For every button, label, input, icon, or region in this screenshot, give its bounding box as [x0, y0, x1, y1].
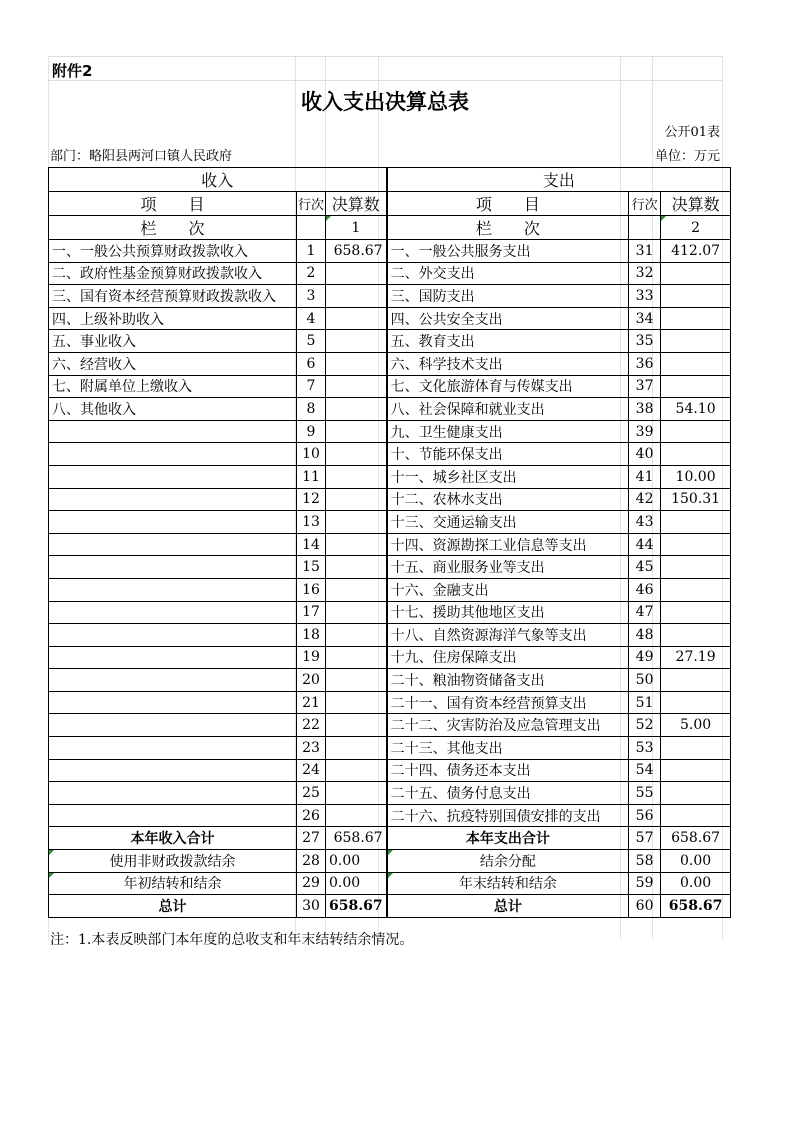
expense-summary-line: 59	[629, 872, 661, 895]
table-row	[49, 420, 731, 443]
table-row	[49, 285, 731, 308]
expense-amount-header: 决算数	[661, 192, 731, 216]
summary-row	[49, 872, 731, 895]
income-line-cell: 13	[297, 511, 326, 534]
expense-line-cell: 38	[629, 398, 661, 421]
expense-amount-cell	[661, 578, 731, 601]
table-row	[49, 737, 731, 760]
table-row	[49, 601, 731, 624]
income-section-header: 收入	[49, 168, 387, 192]
summary-row	[49, 850, 731, 873]
expense-summary-amount: 658.67	[661, 827, 731, 850]
income-item-cell: 六、经营收入	[49, 352, 297, 375]
expense-amount-cell	[661, 782, 731, 805]
income-line-cell: 7	[297, 375, 326, 398]
income-item-cell	[49, 533, 297, 556]
expense-summary-label: 年末结转和结余	[387, 872, 629, 895]
income-item-cell	[49, 782, 297, 805]
expense-amount-cell	[661, 262, 731, 285]
expense-line-cell: 37	[629, 375, 661, 398]
table-row	[49, 691, 731, 714]
expense-item-cell: 二十四、债务还本支出	[387, 759, 629, 782]
attachment-label: 附件2	[52, 62, 93, 80]
income-amount-cell	[326, 285, 387, 308]
income-line-cell: 6	[297, 352, 326, 375]
expense-item-cell: 二十五、债务付息支出	[387, 782, 629, 805]
table-row	[49, 330, 731, 353]
expense-amount-cell	[661, 804, 731, 827]
expense-summary-label: 本年支出合计	[387, 827, 629, 850]
income-summary-label: 使用非财政拨款结余	[49, 850, 297, 873]
summary-row	[49, 895, 731, 918]
expense-summary-amount: 0.00	[661, 850, 731, 873]
table-row	[49, 352, 731, 375]
income-item-cell	[49, 488, 297, 511]
expense-amount-cell: 54.10	[661, 398, 731, 421]
expense-item-cell: 二十三、其他支出	[387, 737, 629, 760]
income-item-header: 项 目	[49, 192, 297, 216]
expense-line-cell: 41	[629, 465, 661, 488]
income-item-cell	[49, 601, 297, 624]
expense-item-cell: 二十六、抗疫特别国债安排的支出	[387, 804, 629, 827]
income-summary-line: 29	[297, 872, 326, 895]
expense-amount-cell	[661, 601, 731, 624]
expense-item-cell: 一、一般公共服务支出	[387, 240, 629, 263]
income-line-cell: 9	[297, 420, 326, 443]
table-row	[49, 578, 731, 601]
expense-line-cell: 44	[629, 533, 661, 556]
expense-amount-cell	[661, 691, 731, 714]
income-amount-cell	[326, 330, 387, 353]
income-amount-header: 决算数	[326, 192, 387, 216]
expense-amount-cell	[661, 285, 731, 308]
expense-line-cell: 34	[629, 307, 661, 330]
column-number-row	[49, 216, 731, 240]
expense-amount-cell: 10.00	[661, 465, 731, 488]
expense-line-cell: 56	[629, 804, 661, 827]
income-line-cell: 19	[297, 646, 326, 669]
expense-line-cell: 53	[629, 737, 661, 760]
income-line-cell: 5	[297, 330, 326, 353]
income-line-cell: 20	[297, 669, 326, 692]
expense-line-cell: 46	[629, 578, 661, 601]
income-amount-cell	[326, 398, 387, 421]
expense-line-cell: 31	[629, 240, 661, 263]
expense-amount-cell: 412.07	[661, 240, 731, 263]
income-column-number: 1	[326, 216, 387, 240]
expense-amount-cell	[661, 443, 731, 466]
expense-amount-cell	[661, 669, 731, 692]
expense-item-cell: 九、卫生健康支出	[387, 420, 629, 443]
income-amount-cell	[326, 307, 387, 330]
expense-item-cell: 二十、粮油物资储备支出	[387, 669, 629, 692]
expense-item-cell: 四、公共安全支出	[387, 307, 629, 330]
expense-amount-cell: 27.19	[661, 646, 731, 669]
expense-item-cell: 五、教育支出	[387, 330, 629, 353]
income-amount-cell	[326, 488, 387, 511]
table-row	[49, 759, 731, 782]
expense-line-cell: 35	[629, 330, 661, 353]
expense-line-cell: 50	[629, 669, 661, 692]
expense-amount-cell	[661, 511, 731, 534]
column-header-row	[49, 192, 731, 216]
expense-line-cell: 43	[629, 511, 661, 534]
income-summary-label: 年初结转和结余	[49, 872, 297, 895]
expense-amount-cell: 5.00	[661, 714, 731, 737]
expense-item-cell: 十八、自然资源海洋气象等支出	[387, 624, 629, 647]
expense-item-cell: 十三、交通运输支出	[387, 511, 629, 534]
income-line-cell: 24	[297, 759, 326, 782]
expense-item-cell: 七、文化旅游体育与传媒支出	[387, 375, 629, 398]
income-amount-cell	[326, 759, 387, 782]
income-summary-amount: 0.00	[326, 872, 387, 895]
income-amount-cell	[326, 262, 387, 285]
expense-line-cell: 32	[629, 262, 661, 285]
income-line-cell: 26	[297, 804, 326, 827]
expense-item-cell: 十九、住房保障支出	[387, 646, 629, 669]
income-line-cell: 11	[297, 465, 326, 488]
income-summary-line: 27	[297, 827, 326, 850]
income-amount-cell	[326, 804, 387, 827]
income-line-cell: 16	[297, 578, 326, 601]
grid-row-line	[48, 80, 722, 81]
table-row	[49, 714, 731, 737]
table-row	[49, 443, 731, 466]
income-item-cell	[49, 646, 297, 669]
expense-line-cell: 55	[629, 782, 661, 805]
table-row	[49, 669, 731, 692]
table-row	[49, 465, 731, 488]
income-line-cell: 3	[297, 285, 326, 308]
income-amount-cell	[326, 646, 387, 669]
income-item-cell	[49, 669, 297, 692]
unit-label: 单位：万元	[654, 149, 720, 164]
expense-amount-cell	[661, 737, 731, 760]
expense-item-cell: 八、社会保障和就业支出	[387, 398, 629, 421]
income-amount-cell	[326, 714, 387, 737]
expense-section-header: 支出	[387, 168, 731, 192]
grid-row-line	[48, 56, 722, 57]
income-summary-amount: 658.67	[326, 895, 387, 918]
table-row	[49, 307, 731, 330]
income-item-cell: 二、政府性基金预算财政拨款收入	[49, 262, 297, 285]
table-row	[49, 240, 731, 263]
expense-summary-line: 57	[629, 827, 661, 850]
income-line-cell: 23	[297, 737, 326, 760]
footnote: 注：1.本表反映部门本年度的总收支和年末结转结余情况。	[50, 932, 414, 948]
expense-amount-cell	[661, 624, 731, 647]
table-row	[49, 533, 731, 556]
income-amount-cell	[326, 352, 387, 375]
expense-line-cell: 51	[629, 691, 661, 714]
expense-line-cell: 54	[629, 759, 661, 782]
income-line-cell: 17	[297, 601, 326, 624]
income-line-cell: 18	[297, 624, 326, 647]
income-amount-cell	[326, 420, 387, 443]
income-amount-cell	[326, 465, 387, 488]
income-line-cell: 12	[297, 488, 326, 511]
expense-line-cell: 40	[629, 443, 661, 466]
expense-line-cell: 45	[629, 556, 661, 579]
expense-line-header: 行次	[629, 192, 661, 216]
income-line-cell: 22	[297, 714, 326, 737]
income-line-cell: 25	[297, 782, 326, 805]
table-row	[49, 488, 731, 511]
table-row	[49, 398, 731, 421]
income-amount-cell	[326, 601, 387, 624]
expense-item-cell: 六、科学技术支出	[387, 352, 629, 375]
expense-item-cell: 十六、金融支出	[387, 578, 629, 601]
income-expense-table	[48, 167, 731, 918]
expense-column-label: 栏 次	[387, 216, 629, 240]
expense-item-cell: 十四、资源勘探工业信息等支出	[387, 533, 629, 556]
income-column-label: 栏 次	[49, 216, 297, 240]
income-item-cell	[49, 556, 297, 579]
income-line-cell: 8	[297, 398, 326, 421]
income-item-cell	[49, 714, 297, 737]
expense-column-number: 2	[661, 216, 731, 240]
income-item-cell: 一、一般公共预算财政拨款收入	[49, 240, 297, 263]
income-amount-cell	[326, 624, 387, 647]
table-row	[49, 804, 731, 827]
expense-amount-cell	[661, 556, 731, 579]
expense-amount-cell	[661, 352, 731, 375]
table-row	[49, 556, 731, 579]
expense-line-cell: 52	[629, 714, 661, 737]
expense-summary-label: 结余分配	[387, 850, 629, 873]
income-amount-cell	[326, 443, 387, 466]
expense-item-cell: 十五、商业服务业等支出	[387, 556, 629, 579]
income-item-cell	[49, 804, 297, 827]
income-line-blank	[297, 216, 326, 240]
expense-line-cell: 33	[629, 285, 661, 308]
table-row	[49, 646, 731, 669]
expense-line-cell: 36	[629, 352, 661, 375]
income-amount-cell	[326, 511, 387, 534]
income-item-cell: 五、事业收入	[49, 330, 297, 353]
income-item-cell	[49, 465, 297, 488]
income-item-cell	[49, 737, 297, 760]
income-line-cell: 1	[297, 240, 326, 263]
income-amount-cell	[326, 556, 387, 579]
income-summary-amount: 0.00	[326, 850, 387, 873]
page-title: 收入支出决算总表	[301, 90, 469, 114]
income-item-cell	[49, 759, 297, 782]
income-amount-cell	[326, 375, 387, 398]
income-summary-label: 本年收入合计	[49, 827, 297, 850]
summary-row	[49, 827, 731, 850]
expense-summary-label: 总计	[387, 895, 629, 918]
income-amount-cell	[326, 691, 387, 714]
income-item-cell: 八、其他收入	[49, 398, 297, 421]
expense-summary-line: 58	[629, 850, 661, 873]
expense-item-cell: 二十一、国有资本经营预算支出	[387, 691, 629, 714]
expense-line-cell: 39	[629, 420, 661, 443]
expense-item-cell: 二、外交支出	[387, 262, 629, 285]
income-item-cell	[49, 443, 297, 466]
income-item-cell	[49, 420, 297, 443]
income-summary-label: 总计	[49, 895, 297, 918]
expense-summary-amount: 0.00	[661, 872, 731, 895]
expense-amount-cell	[661, 420, 731, 443]
expense-amount-cell	[661, 533, 731, 556]
income-item-cell	[49, 578, 297, 601]
income-summary-amount: 658.67	[326, 827, 387, 850]
expense-item-cell: 二十二、灾害防治及应急管理支出	[387, 714, 629, 737]
expense-summary-line: 60	[629, 895, 661, 918]
expense-line-cell: 42	[629, 488, 661, 511]
expense-summary-amount: 658.67	[661, 895, 731, 918]
expense-item-cell: 十、节能环保支出	[387, 443, 629, 466]
income-summary-line: 30	[297, 895, 326, 918]
expense-line-cell: 49	[629, 646, 661, 669]
expense-item-cell: 十一、城乡社区支出	[387, 465, 629, 488]
table-row	[49, 511, 731, 534]
expense-amount-cell	[661, 375, 731, 398]
income-line-cell: 15	[297, 556, 326, 579]
income-line-cell: 21	[297, 691, 326, 714]
expense-item-cell: 三、国防支出	[387, 285, 629, 308]
income-item-cell	[49, 624, 297, 647]
income-amount-cell	[326, 578, 387, 601]
table-row	[49, 262, 731, 285]
income-item-cell	[49, 691, 297, 714]
income-summary-line: 28	[297, 850, 326, 873]
expense-amount-cell	[661, 330, 731, 353]
income-item-cell: 七、附属单位上缴收入	[49, 375, 297, 398]
income-amount-cell	[326, 533, 387, 556]
expense-line-cell: 48	[629, 624, 661, 647]
department-label: 部门：略阳县两河口镇人民政府	[50, 149, 233, 164]
income-amount-cell	[326, 737, 387, 760]
expense-line-cell: 47	[629, 601, 661, 624]
expense-amount-cell	[661, 759, 731, 782]
income-line-header: 行次	[297, 192, 326, 216]
income-item-cell: 四、上级补助收入	[49, 307, 297, 330]
table-row	[49, 375, 731, 398]
income-line-cell: 14	[297, 533, 326, 556]
table-code: 公开01表	[664, 125, 720, 140]
income-amount-cell	[326, 782, 387, 805]
income-item-cell: 三、国有资本经营预算财政拨款收入	[49, 285, 297, 308]
expense-line-blank	[629, 216, 661, 240]
income-line-cell: 10	[297, 443, 326, 466]
income-amount-cell: 658.67	[326, 240, 387, 263]
income-item-cell	[49, 511, 297, 534]
expense-amount-cell: 150.31	[661, 488, 731, 511]
expense-amount-cell	[661, 307, 731, 330]
table-row	[49, 624, 731, 647]
expense-item-cell: 十二、农林水支出	[387, 488, 629, 511]
expense-item-header: 项 目	[387, 192, 629, 216]
expense-item-cell: 十七、援助其他地区支出	[387, 601, 629, 624]
table-row	[49, 782, 731, 805]
income-amount-cell	[326, 669, 387, 692]
section-header-row	[49, 168, 731, 192]
income-line-cell: 2	[297, 262, 326, 285]
income-line-cell: 4	[297, 307, 326, 330]
